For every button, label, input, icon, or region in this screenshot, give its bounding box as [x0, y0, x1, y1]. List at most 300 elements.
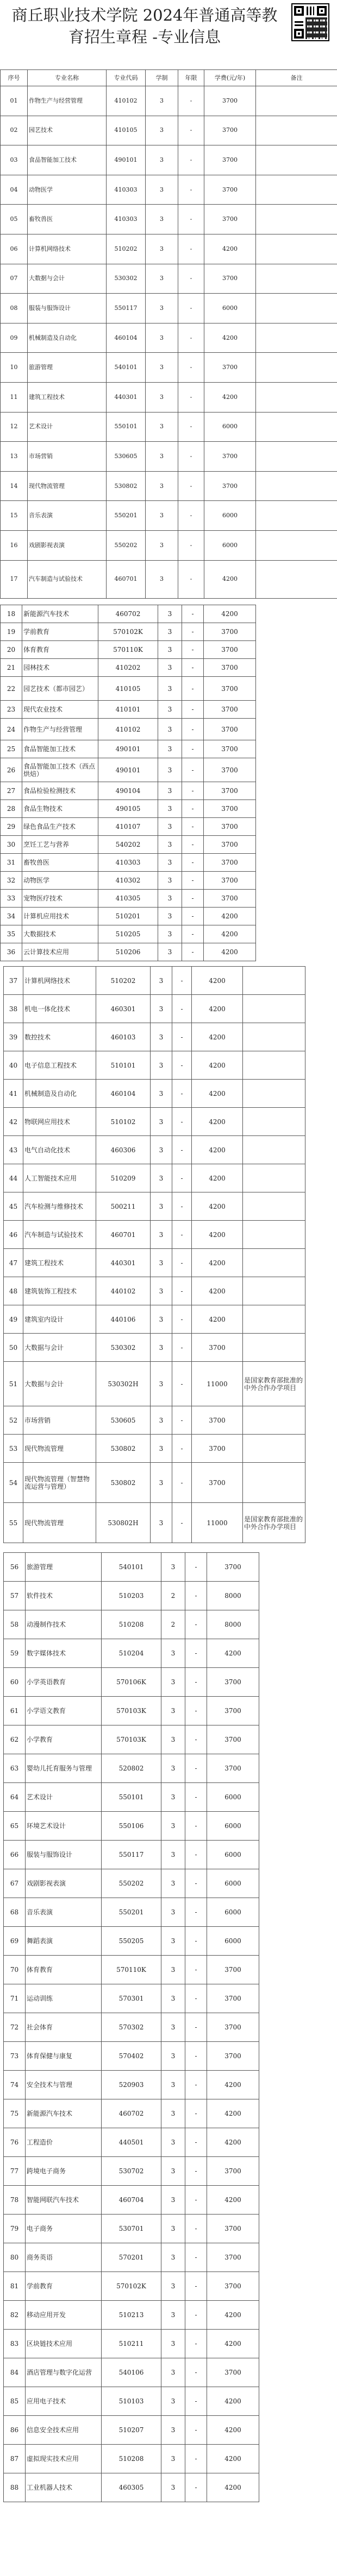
major-code: 530802H — [96, 1503, 151, 1543]
study-length: 3 — [146, 86, 178, 116]
header-tuition: 学费(元/年) — [204, 70, 256, 86]
years: - — [182, 677, 204, 701]
major-code: 510209 — [96, 1164, 151, 1192]
row-index: 78 — [4, 2186, 26, 2215]
remarks — [256, 264, 337, 294]
tuition: 4200 — [207, 2473, 259, 2502]
major-name: 云计算技术应用 — [22, 943, 98, 961]
major-name: 作物生产与经营管理 — [28, 86, 107, 116]
row-index: 83 — [4, 2330, 26, 2358]
remarks — [256, 205, 337, 234]
major-table-part-3 — [3, 966, 305, 1543]
remarks — [256, 145, 337, 175]
study-length: 3 — [158, 701, 182, 719]
major-code: 530302 — [107, 264, 146, 294]
table-row — [1, 412, 337, 442]
tuition: 3700 — [192, 1334, 243, 1362]
table-row — [4, 2215, 259, 2243]
tuition: 6000 — [204, 530, 256, 560]
study-length: 3 — [161, 1668, 185, 1697]
remarks — [243, 1463, 305, 1503]
remarks — [243, 1334, 305, 1362]
tuition: 4200 — [192, 1277, 243, 1305]
tuition: 4200 — [207, 2099, 259, 2128]
tuition: 3700 — [204, 264, 256, 294]
tuition: 4200 — [192, 1080, 243, 1108]
years: - — [185, 1754, 207, 1783]
table-row — [4, 1334, 305, 1362]
tuition: 4200 — [192, 1108, 243, 1136]
years: - — [185, 1582, 207, 1610]
major-name: 大数据技术 — [22, 925, 98, 943]
study-length: 3 — [158, 677, 182, 701]
major-name: 软件技术 — [26, 1582, 102, 1610]
remarks — [256, 471, 337, 501]
row-index: 21 — [1, 659, 22, 677]
major-code: 530605 — [107, 442, 146, 472]
tuition: 3700 — [204, 890, 256, 908]
major-code: 410303 — [98, 854, 158, 872]
table-row — [1, 471, 337, 501]
major-name: 电子商务 — [26, 2215, 102, 2243]
table-row — [1, 530, 337, 560]
tuition: 4200 — [192, 1051, 243, 1080]
years: - — [185, 2128, 207, 2157]
tuition: 3700 — [192, 1463, 243, 1503]
tuition: 8000 — [207, 1610, 259, 1639]
remarks — [256, 294, 337, 323]
major-name: 学前教育 — [26, 2272, 102, 2301]
table-row — [1, 442, 337, 472]
page-header — [0, 0, 337, 69]
major-code: 510202 — [107, 234, 146, 264]
study-length: 3 — [161, 2416, 185, 2445]
major-name: 音乐表演 — [26, 1898, 102, 1927]
major-code: 490101 — [107, 145, 146, 175]
remarks — [256, 501, 337, 531]
study-length: 3 — [161, 2301, 185, 2330]
major-name: 移动应用开发 — [26, 2301, 102, 2330]
major-name: 食品智能加工技术（西点烘焙） — [22, 758, 98, 782]
row-index: 37 — [4, 967, 23, 995]
table-row — [4, 1754, 259, 1783]
study-length: 3 — [158, 782, 182, 800]
major-code: 510102 — [96, 1108, 151, 1136]
major-name: 建筑室内设计 — [23, 1305, 96, 1334]
study-length: 3 — [161, 2387, 185, 2416]
major-code: 550106 — [102, 1812, 161, 1841]
major-name: 园林技术 — [22, 659, 98, 677]
major-code: 410302 — [98, 872, 158, 890]
row-index: 64 — [4, 1783, 26, 1812]
tuition: 3700 — [204, 800, 256, 818]
years: - — [185, 1697, 207, 1725]
study-length: 3 — [146, 442, 178, 472]
major-code: 490104 — [98, 782, 158, 800]
years: - — [185, 2243, 207, 2272]
years: - — [185, 2157, 207, 2186]
row-index: 47 — [4, 1249, 23, 1277]
tuition: 4200 — [207, 2416, 259, 2445]
table-row — [1, 740, 256, 758]
table-row — [1, 890, 256, 908]
major-name: 现代物流管理 — [23, 1435, 96, 1463]
major-name: 食品检验检测技术 — [22, 782, 98, 800]
major-code: 460306 — [96, 1136, 151, 1164]
table-row — [4, 2243, 259, 2272]
table-row — [4, 1668, 259, 1697]
major-name: 新能源汽车技术 — [26, 2099, 102, 2128]
tuition: 4200 — [204, 943, 256, 961]
major-code: 570110K — [102, 1956, 161, 1984]
major-code: 510205 — [98, 925, 158, 943]
major-name: 汽车制造与试验技术 — [23, 1221, 96, 1249]
major-code: 490101 — [98, 758, 158, 782]
major-code: 530701 — [102, 2215, 161, 2243]
major-name: 婴幼儿托育服务与管理 — [26, 1754, 102, 1783]
major-name: 运动训练 — [26, 1984, 102, 2013]
row-index: 65 — [4, 1812, 26, 1841]
tuition: 3700 — [204, 782, 256, 800]
years: - — [172, 1249, 192, 1277]
major-name: 工程造价 — [26, 2128, 102, 2157]
table-row — [1, 323, 337, 353]
table-row — [1, 641, 256, 659]
major-name: 小学语文教育 — [26, 1697, 102, 1725]
study-length: 3 — [161, 2099, 185, 2128]
study-length: 3 — [158, 659, 182, 677]
tuition: 3700 — [204, 659, 256, 677]
study-length: 3 — [151, 1249, 172, 1277]
study-length: 3 — [158, 943, 182, 961]
major-code: 550101 — [107, 412, 146, 442]
major-name: 智能网联汽车技术 — [26, 2186, 102, 2215]
row-index: 31 — [1, 854, 22, 872]
tuition: 4200 — [192, 967, 243, 995]
header-index: 序号 — [1, 70, 28, 86]
table-row — [4, 1898, 259, 1927]
tuition: 3700 — [204, 86, 256, 116]
study-length: 3 — [146, 471, 178, 501]
tuition: 6000 — [204, 412, 256, 442]
years: - — [182, 836, 204, 854]
row-index: 34 — [1, 908, 22, 925]
years: - — [185, 2473, 207, 2502]
major-code: 490105 — [98, 800, 158, 818]
years: - — [172, 1108, 192, 1136]
study-length: 3 — [158, 740, 182, 758]
major-table-part-1 — [0, 69, 337, 599]
header-major-code: 专业代码 — [107, 70, 146, 86]
major-code: 570102K — [98, 623, 158, 641]
major-code: 530802 — [96, 1463, 151, 1503]
major-name: 小学教育 — [26, 1725, 102, 1754]
table-row — [4, 2042, 259, 2071]
years: - — [182, 925, 204, 943]
table-row — [1, 205, 337, 234]
major-name: 建筑工程技术 — [28, 382, 107, 412]
major-code: 460702 — [102, 2099, 161, 2128]
major-name: 机械制造及自动化 — [23, 1080, 96, 1108]
years: - — [172, 1435, 192, 1463]
table-row — [4, 1725, 259, 1754]
years: - — [185, 2330, 207, 2358]
table-row — [4, 2445, 259, 2473]
tuition: 4200 — [204, 605, 256, 623]
major-code: 410303 — [107, 205, 146, 234]
study-length: 3 — [151, 1463, 172, 1503]
table-row — [4, 1869, 259, 1898]
row-index: 30 — [1, 836, 22, 854]
study-length: 3 — [151, 1221, 172, 1249]
tuition: 3700 — [207, 2272, 259, 2301]
row-index: 33 — [1, 890, 22, 908]
table-row — [1, 353, 337, 383]
major-code: 510213 — [102, 2301, 161, 2330]
major-name: 计算机网络技术 — [28, 234, 107, 264]
study-length: 3 — [161, 2157, 185, 2186]
major-name: 学前教育 — [22, 623, 98, 641]
row-index: 18 — [1, 605, 22, 623]
years: - — [185, 2186, 207, 2215]
table-row — [4, 1435, 305, 1463]
major-code: 570402 — [102, 2042, 161, 2071]
major-name: 工业机器人技术 — [26, 2473, 102, 2502]
major-name: 旅游管理 — [28, 353, 107, 383]
major-name: 汽车制造与试验技术 — [28, 560, 107, 598]
major-code: 460104 — [107, 323, 146, 353]
row-index: 68 — [4, 1898, 26, 1927]
years: - — [185, 2416, 207, 2445]
tuition: 4200 — [192, 1192, 243, 1221]
major-code: 440501 — [102, 2128, 161, 2157]
tuition: 3700 — [207, 2042, 259, 2071]
study-length: 3 — [146, 501, 178, 531]
study-length: 3 — [151, 1503, 172, 1543]
table-row — [4, 2186, 259, 2215]
major-name: 数控技术 — [23, 1023, 96, 1051]
remarks — [243, 1277, 305, 1305]
row-index: 15 — [1, 501, 28, 531]
study-length: 3 — [158, 925, 182, 943]
tuition: 3700 — [207, 2215, 259, 2243]
major-code: 410202 — [98, 659, 158, 677]
remarks — [243, 1136, 305, 1164]
years: - — [182, 740, 204, 758]
row-index: 44 — [4, 1164, 23, 1192]
major-name: 机械制造及自动化 — [28, 323, 107, 353]
study-length: 3 — [158, 641, 182, 659]
tuition: 4200 — [192, 1164, 243, 1192]
years: - — [182, 908, 204, 925]
table-row — [1, 677, 256, 701]
major-name: 动物医学 — [28, 175, 107, 205]
years: - — [185, 1783, 207, 1812]
major-code: 410105 — [107, 116, 146, 145]
study-length: 3 — [151, 995, 172, 1023]
tuition: 4200 — [207, 2128, 259, 2157]
remarks — [256, 234, 337, 264]
table-row — [4, 1277, 305, 1305]
years: - — [178, 323, 204, 353]
tuition: 11000 — [192, 1503, 243, 1543]
row-index: 10 — [1, 353, 28, 383]
row-index: 66 — [4, 1841, 26, 1869]
row-index: 32 — [1, 872, 22, 890]
row-index: 75 — [4, 2099, 26, 2128]
row-index: 76 — [4, 2128, 26, 2157]
tuition: 4200 — [207, 2071, 259, 2099]
major-code: 410102 — [107, 86, 146, 116]
years: - — [185, 1668, 207, 1697]
major-code: 510208 — [102, 2445, 161, 2473]
study-length: 3 — [146, 560, 178, 598]
study-length: 3 — [158, 623, 182, 641]
page-title: 商丘职业技术学院 2024年普通高等教育招生章程 -专业信息 — [11, 6, 278, 46]
major-name: 区块链技术应用 — [26, 2330, 102, 2358]
study-length: 3 — [158, 800, 182, 818]
tuition: 4200 — [192, 1136, 243, 1164]
years: - — [178, 86, 204, 116]
major-code: 410102 — [98, 719, 158, 740]
years: - — [185, 1639, 207, 1668]
row-index: 43 — [4, 1136, 23, 1164]
years: - — [182, 641, 204, 659]
table-header-row — [1, 70, 337, 86]
years: - — [185, 1898, 207, 1927]
years: - — [172, 1463, 192, 1503]
remarks — [243, 1192, 305, 1221]
study-length: 2 — [161, 1582, 185, 1610]
remarks — [256, 86, 337, 116]
major-name: 机电一体化技术 — [23, 995, 96, 1023]
table-row — [1, 264, 337, 294]
header-years: 年限 — [178, 70, 204, 86]
row-index: 02 — [1, 116, 28, 145]
study-length: 3 — [161, 1697, 185, 1725]
table-row — [1, 116, 337, 145]
tuition: 3700 — [204, 116, 256, 145]
remarks — [256, 323, 337, 353]
remarks — [256, 353, 337, 383]
major-code: 510208 — [102, 1610, 161, 1639]
table-row — [4, 995, 305, 1023]
study-length: 3 — [146, 234, 178, 264]
major-code: 540101 — [107, 353, 146, 383]
qr-code-icon[interactable] — [291, 3, 329, 41]
row-index: 53 — [4, 1435, 23, 1463]
tuition: 4200 — [204, 234, 256, 264]
major-name: 现代物流管理 — [23, 1503, 96, 1543]
years: - — [185, 1553, 207, 1582]
table-row — [4, 1927, 259, 1956]
major-code: 540106 — [102, 2358, 161, 2387]
tuition: 3700 — [204, 854, 256, 872]
row-index: 40 — [4, 1051, 23, 1080]
major-code: 510207 — [102, 2416, 161, 2445]
remarks — [243, 1023, 305, 1051]
table-row — [4, 1023, 305, 1051]
tuition: 3700 — [192, 1435, 243, 1463]
major-code: 510206 — [98, 943, 158, 961]
study-length: 3 — [161, 2272, 185, 2301]
table-row — [1, 175, 337, 205]
major-name: 物联网应用技术 — [23, 1108, 96, 1136]
table-row — [4, 1984, 259, 2013]
tuition: 3700 — [204, 442, 256, 472]
remarks — [243, 1435, 305, 1463]
major-name: 人工智能技术应用 — [23, 1164, 96, 1192]
major-code: 550201 — [107, 501, 146, 531]
study-length: 3 — [146, 175, 178, 205]
study-length: 3 — [161, 1639, 185, 1668]
years: - — [185, 2387, 207, 2416]
study-length: 3 — [151, 1277, 172, 1305]
major-code: 510204 — [102, 1639, 161, 1668]
major-name: 新能源汽车技术 — [22, 605, 98, 623]
row-index: 23 — [1, 701, 22, 719]
major-code: 550117 — [107, 294, 146, 323]
row-index: 57 — [4, 1582, 26, 1610]
major-code: 550205 — [102, 1927, 161, 1956]
row-index: 55 — [4, 1503, 23, 1543]
major-code: 520802 — [102, 1754, 161, 1783]
row-index: 28 — [1, 800, 22, 818]
study-length: 3 — [146, 116, 178, 145]
tuition: 3700 — [204, 205, 256, 234]
major-name: 戏剧影视表演 — [26, 1869, 102, 1898]
remarks — [243, 1221, 305, 1249]
table-row — [4, 1582, 259, 1610]
table-row — [4, 1610, 259, 1639]
major-name: 动漫制作技术 — [26, 1610, 102, 1639]
years: - — [178, 205, 204, 234]
tuition: 3700 — [204, 758, 256, 782]
years: - — [185, 1956, 207, 1984]
table-row — [1, 758, 256, 782]
major-code: 550101 — [102, 1783, 161, 1812]
major-code: 550201 — [102, 1898, 161, 1927]
years: - — [182, 943, 204, 961]
study-length: 3 — [161, 1812, 185, 1841]
table-row — [4, 2157, 259, 2186]
major-name: 酒店管理与数字化运营 — [26, 2358, 102, 2387]
major-name: 小学英语教育 — [26, 1668, 102, 1697]
years: - — [185, 2013, 207, 2042]
remarks — [243, 1080, 305, 1108]
study-length: 3 — [151, 1334, 172, 1362]
row-index: 35 — [1, 925, 22, 943]
row-index: 41 — [4, 1080, 23, 1108]
remarks — [243, 1305, 305, 1334]
major-code: 460305 — [102, 2473, 161, 2502]
years: - — [182, 818, 204, 836]
tuition: 3700 — [207, 1697, 259, 1725]
tuition: 3700 — [204, 623, 256, 641]
study-length: 3 — [158, 890, 182, 908]
major-name: 食品智能加工技术 — [28, 145, 107, 175]
major-code: 530302H — [96, 1362, 151, 1406]
remarks: 是国家教育部批准的中外合作办学项目 — [243, 1362, 305, 1406]
tuition: 3700 — [207, 2013, 259, 2042]
table-row — [1, 836, 256, 854]
tuition: 4200 — [207, 2387, 259, 2416]
table-row — [4, 2272, 259, 2301]
major-code: 410101 — [98, 701, 158, 719]
study-length: 3 — [151, 1362, 172, 1406]
table-row — [4, 1108, 305, 1136]
tuition: 4200 — [207, 2445, 259, 2473]
